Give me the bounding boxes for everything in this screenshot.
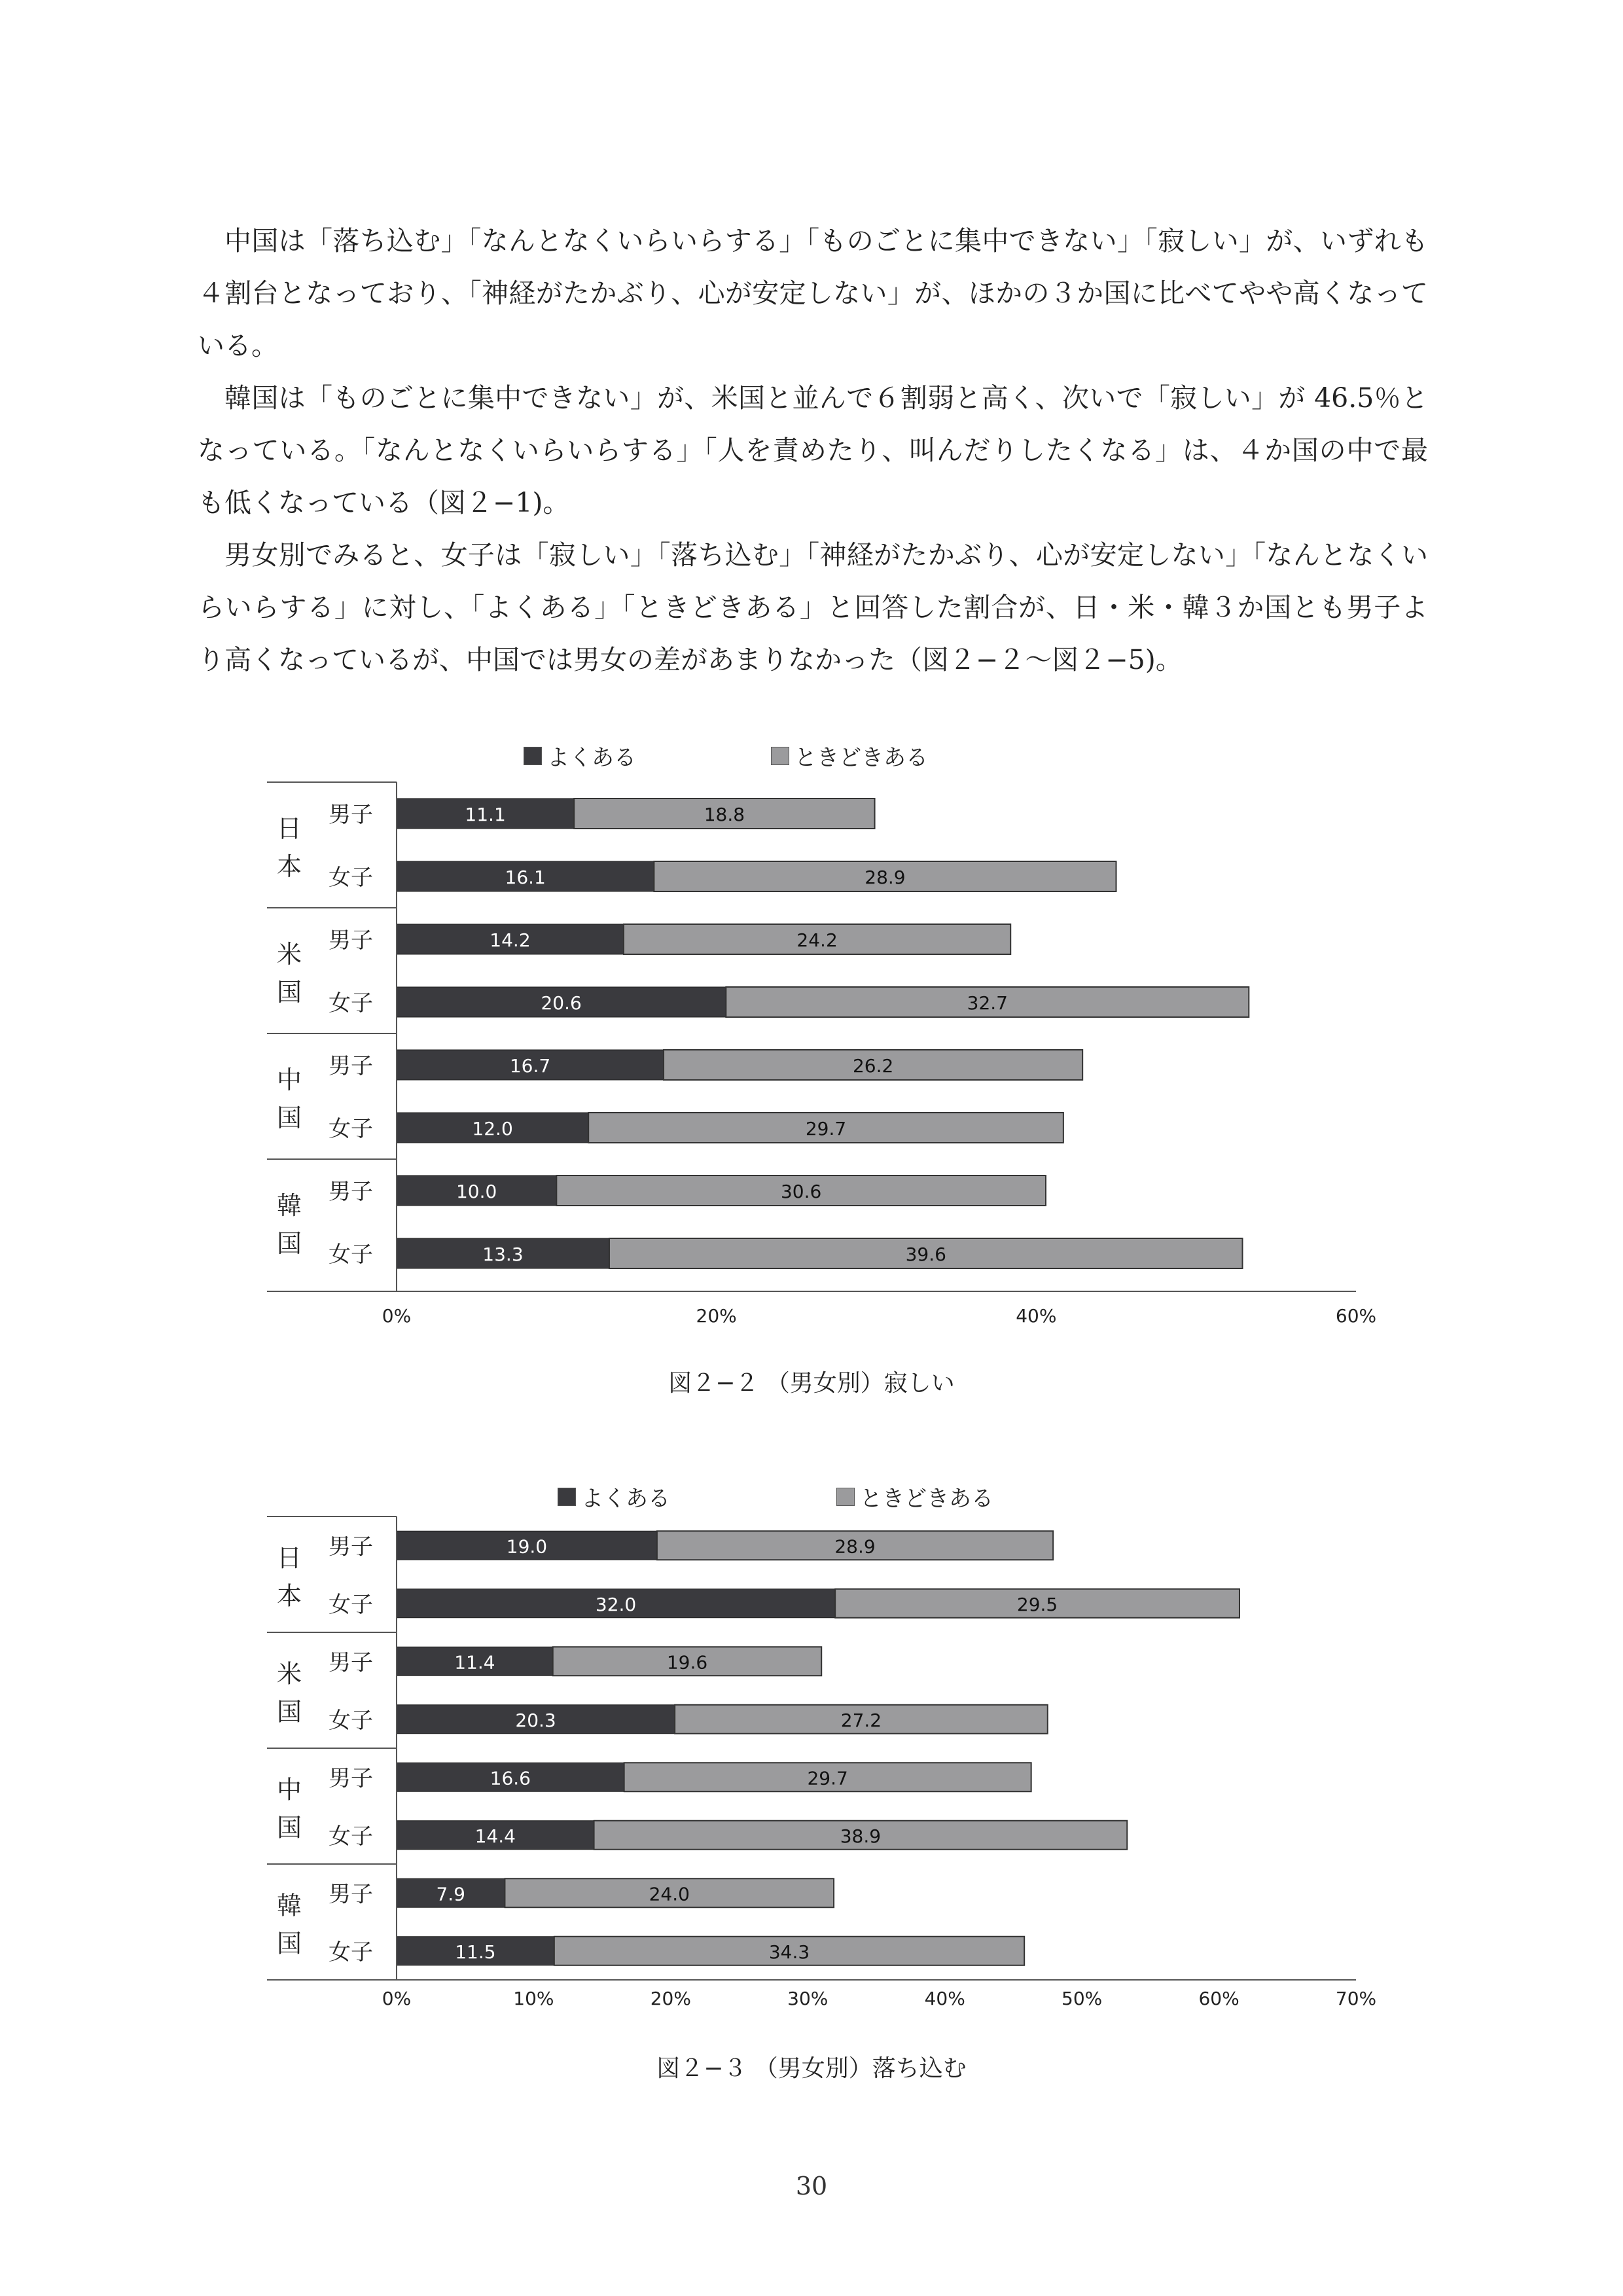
bar-label-tokidoki: 24.0 bbox=[649, 1883, 690, 1905]
x-tick-label: 60% bbox=[1335, 1305, 1377, 1327]
chart1-legend-yoku bbox=[524, 740, 636, 772]
bar-label-tokidoki: 34.3 bbox=[768, 1941, 810, 1963]
country-label-char: 日 bbox=[276, 814, 302, 843]
legend-label-tokidoki: ときどきある bbox=[794, 745, 928, 771]
sex-label: 男子 bbox=[329, 1649, 373, 1676]
chart2-legend-tokidoki bbox=[836, 1480, 993, 1513]
sex-label: 男子 bbox=[329, 927, 373, 954]
bar-label-tokidoki: 29.5 bbox=[1016, 1593, 1058, 1615]
sex-label: 男子 bbox=[329, 1765, 373, 1792]
sex-label: 女子 bbox=[329, 865, 373, 891]
country-label-char: 国 bbox=[276, 1103, 302, 1132]
country-label-char: 国 bbox=[276, 978, 302, 1007]
sex-label: 男子 bbox=[329, 1534, 373, 1560]
bar-label-yoku: 11.5 bbox=[455, 1941, 496, 1963]
legend-swatch-gray bbox=[771, 747, 789, 765]
country-label-char: 国 bbox=[276, 1229, 302, 1258]
bar-label-tokidoki: 30.6 bbox=[780, 1181, 822, 1202]
country-label-char: 韓 bbox=[276, 1891, 302, 1920]
page-number: 30 bbox=[795, 2172, 828, 2200]
bar-label-yoku: 14.2 bbox=[490, 929, 531, 951]
bar-label-yoku: 10.0 bbox=[455, 1181, 497, 1202]
legend-label-yoku: よくある bbox=[547, 745, 636, 771]
x-tick-label: 10% bbox=[513, 1988, 554, 2009]
body-paragraph-3: 男女別でみると、女子は「寂しい」「落ち込む」「神経がたかぶり、心が安定しない」「なんとなくいらいらする」に対し、「よくある」「ときどきある」と回答した割合が、日・米・韓３か国とも男子より高くなっているが、中国では男女の差があまりなかった（図２−２〜図２−5)。 bbox=[198, 539, 1428, 675]
bar-label-yoku: 20.3 bbox=[515, 1709, 556, 1731]
bar-label-yoku: 32.0 bbox=[595, 1593, 637, 1615]
legend-swatch-gray bbox=[836, 1488, 855, 1506]
bar-label-tokidoki: 32.7 bbox=[967, 992, 1008, 1014]
country-label-char: 本 bbox=[276, 852, 302, 881]
sex-label: 男子 bbox=[329, 1179, 373, 1205]
x-tick-label: 20% bbox=[696, 1305, 737, 1327]
sex-label: 男子 bbox=[329, 1881, 373, 1908]
x-tick-label: 40% bbox=[1016, 1305, 1057, 1327]
bar-label-tokidoki: 39.6 bbox=[905, 1244, 946, 1265]
sex-label: 女子 bbox=[329, 990, 373, 1016]
legend-swatch-dark bbox=[524, 747, 542, 765]
x-tick-label: 40% bbox=[924, 1988, 965, 2009]
chart1-legend-tokidoki bbox=[771, 740, 928, 772]
bar-label-yoku: 20.6 bbox=[541, 992, 582, 1014]
bar-label-yoku: 11.1 bbox=[465, 804, 506, 825]
legend-swatch-dark bbox=[558, 1488, 576, 1506]
bar-label-tokidoki: 29.7 bbox=[807, 1767, 848, 1789]
x-tick-label: 0% bbox=[382, 1305, 412, 1327]
x-tick-label: 50% bbox=[1061, 1988, 1103, 2009]
x-tick-label: 60% bbox=[1198, 1988, 1240, 2009]
sex-label: 男子 bbox=[329, 802, 373, 828]
bar-label-yoku: 14.4 bbox=[474, 1825, 516, 1847]
chart1-bar-chart bbox=[0, 769, 1623, 1345]
bar-label-yoku: 16.1 bbox=[505, 867, 546, 888]
sex-label: 女子 bbox=[329, 1707, 373, 1734]
bar-label-yoku: 16.6 bbox=[490, 1767, 531, 1789]
country-label-char: 本 bbox=[276, 1581, 302, 1611]
country-label-char: 国 bbox=[276, 1813, 302, 1842]
x-tick-label: 0% bbox=[382, 1988, 412, 2009]
country-label-char: 韓 bbox=[276, 1191, 302, 1220]
bar-label-yoku: 16.7 bbox=[509, 1055, 551, 1077]
chart2-caption: 図２−３ （男女別）落ち込む bbox=[656, 2055, 967, 2082]
bar-label-tokidoki: 18.8 bbox=[704, 804, 745, 825]
body-paragraph-1: 中国は「落ち込む」「なんとなくいらいらする」「ものごとに集中できない」「寂しい」が、いずれも４割台となっており、「神経がたかぶり、心が安定しない」が、ほかの３か国に比べてやや高くなっている。 bbox=[198, 225, 1428, 361]
bar-label-tokidoki: 26.2 bbox=[852, 1055, 894, 1077]
bar-label-tokidoki: 24.2 bbox=[796, 929, 838, 951]
sex-label: 女子 bbox=[329, 1591, 373, 1618]
bar-label-yoku: 11.4 bbox=[454, 1651, 495, 1674]
bar-label-tokidoki: 19.6 bbox=[666, 1651, 708, 1674]
x-tick-label: 30% bbox=[787, 1988, 829, 2009]
bar-label-yoku: 12.0 bbox=[472, 1118, 513, 1139]
country-label-char: 中 bbox=[276, 1775, 302, 1804]
bar-label-yoku: 19.0 bbox=[506, 1535, 548, 1558]
bar-label-tokidoki: 28.9 bbox=[834, 1535, 876, 1558]
sex-label: 男子 bbox=[329, 1053, 373, 1079]
legend-label-tokidoki: ときどきある bbox=[860, 1486, 993, 1512]
bar-label-yoku: 7.9 bbox=[436, 1883, 465, 1905]
country-label-char: 中 bbox=[276, 1066, 302, 1094]
chart2-bar-chart bbox=[0, 1509, 1623, 2032]
chart1-caption: 図２−２ （男女別）寂しい bbox=[668, 1370, 955, 1397]
bar-label-tokidoki: 29.7 bbox=[805, 1118, 847, 1139]
x-tick-label: 20% bbox=[650, 1988, 691, 2009]
bar-label-tokidoki: 28.9 bbox=[865, 867, 906, 888]
country-label-char: 国 bbox=[276, 1697, 302, 1727]
bar-label-tokidoki: 38.9 bbox=[840, 1825, 882, 1847]
x-tick-label: 70% bbox=[1335, 1988, 1377, 2009]
sex-label: 女子 bbox=[329, 1823, 373, 1850]
sex-label: 女子 bbox=[329, 1939, 373, 1965]
bar-label-yoku: 13.3 bbox=[482, 1244, 524, 1265]
legend-label-yoku: よくある bbox=[581, 1486, 670, 1512]
body-paragraph-2: 韓国は「ものごとに集中できない」が、米国と並んで６割弱と高く、次いで「寂しい」が 46.5％となっている。「なんとなくいらいらする」「人を責めたり、叫んだりしたくなる」は、４か国の中で最も低くなっている（図２−1)。 bbox=[198, 382, 1428, 518]
sex-label: 女子 bbox=[329, 1116, 373, 1142]
chart2-legend-yoku bbox=[558, 1480, 670, 1513]
country-label-char: 国 bbox=[276, 1929, 302, 1958]
bar-label-tokidoki: 27.2 bbox=[840, 1709, 882, 1731]
country-label-char: 米 bbox=[276, 940, 302, 969]
sex-label: 女子 bbox=[329, 1242, 373, 1268]
country-label-char: 日 bbox=[276, 1543, 302, 1573]
country-label-char: 米 bbox=[276, 1659, 302, 1689]
